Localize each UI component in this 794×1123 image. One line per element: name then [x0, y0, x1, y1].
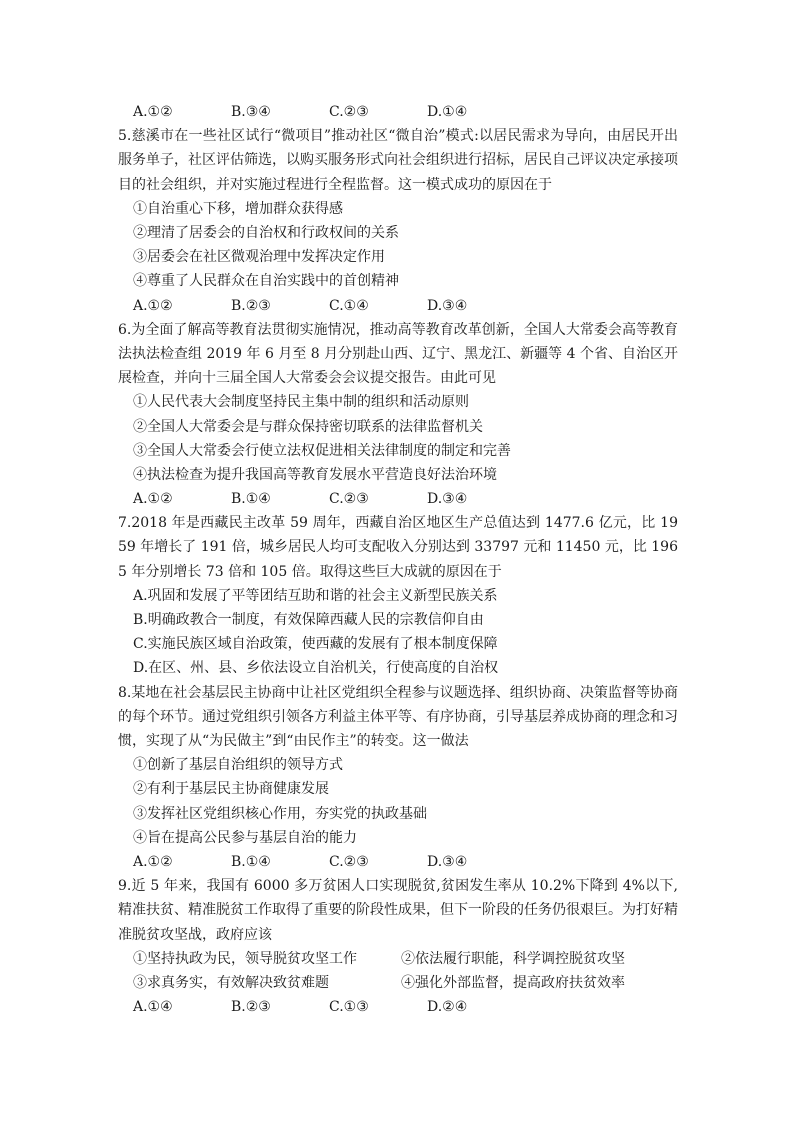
q4-option-b: B.③④: [231, 104, 271, 120]
q9-options: [118, 995, 678, 1019]
q6-statement-1: ①人民代表大会制度坚持民主集中制的组织和活动原则: [133, 394, 469, 411]
q9-option-c: C.①③: [329, 999, 369, 1016]
q5-statement-4: ④尊重了人民群众在自治实践中的首创精神: [133, 273, 399, 290]
q5-option-c: C.①④: [329, 297, 369, 314]
q6-stem: 6.为全面了解高等教育法贯彻实施情况，推动高等教育改革创新，全国人大常委会高等教育法执法检查组 2019 年 6 月至 8 月分别赴山西、辽宁、黑龙江、新疆等 4 个省、自治区开展检查，并向十三届全国人大常委会会议提交报告。由此可见: [118, 321, 678, 387]
q9-option-a: A.①④: [133, 999, 173, 1016]
q9-statement-2: ②依法履行职能，科学调控脱贫攻坚: [401, 950, 625, 967]
q9-statements-row-1: [118, 947, 678, 971]
exam-page: [118, 100, 678, 1019]
q7-choice-a: A.巩固和发展了平等团结互助和谐的社会主义新型民族关系: [133, 587, 498, 604]
q8-option-a: A.①②: [133, 854, 173, 870]
q5-statement-2: ②理清了居委会的自治权和行政权间的关系: [133, 224, 399, 241]
q4-option-d: D.①④: [427, 104, 468, 120]
q9-statement-3: ③求真务实，有效解决致贫难题: [133, 974, 329, 991]
q5-option-b: B.②③: [231, 297, 271, 314]
q5-statement-3: ③居委会在社区微观治理中发挥决定作用: [133, 249, 385, 266]
q8-stem: 8.某地在社会基层民主协商中让社区党组织全程参与议题选择、组织协商、决策监督等协商的每个环节。通过党组织引领各方利益主体平等、有序协商，引导基层养成协商的理念和习惯，实现了从“为民做主”到“由民作主”的转变。这一做法: [118, 684, 678, 750]
q8-option-d: D.③④: [427, 854, 468, 870]
q8-statement-3: ③发挥社区党组织核心作用，夯实党的执政基础: [133, 805, 427, 822]
q9-statements-row-2: [118, 971, 678, 995]
q5-stem: 5.慈溪市在一些社区试行“微项目”推动社区“微自治”模式:以居民需求为导向，由居民开出服务单子，社区评估筛选，以购买服务形式向社会组织进行招标，居民自己评议决定承接项目的社会组织，并对实施过程进行全程监督。这一模式成功的原因在于: [118, 128, 678, 193]
q5-option-a: A.①②: [133, 297, 173, 314]
q7-choice-c: C.实施民族区域自治政策，使西藏的发展有了根本制度保障: [133, 636, 498, 653]
q6-statement-2: ②全国人大常委会是与群众保持密切联系的法律监督机关: [133, 418, 483, 435]
q9-statement-1: ①坚持执政为民，领导脱贫攻坚工作: [133, 950, 357, 967]
q6-statement-3: ③全国人大常委会行使立法权促进相关法律制度的制定和完善: [133, 442, 511, 459]
q6-options: [118, 487, 678, 511]
q6-option-c: C.②③: [329, 491, 369, 508]
q8-options: [118, 850, 678, 874]
q6-statement-4: ④执法检查为提升我国高等教育发展水平营造良好法治环境: [133, 466, 497, 483]
q7-stem: 7.2018 年是西藏民主改革 59 周年，西藏自治区地区生产总值达到 1477.6 亿元，比 1959 年增长了 191 倍，城乡居民人均可支配收入分别达到 33797 元和 11450 元，比 1965 年分别增长 73 倍和 105 倍。取得这些巨大成就的原因在于: [118, 515, 678, 580]
q9-statement-4: ④强化外部监督，提高政府扶贫效率: [401, 974, 625, 991]
q8-option-c: C.②③: [329, 854, 369, 870]
q9-option-b: B.②③: [231, 999, 271, 1016]
q9-stem: 9.近 5 年来，我国有 6000 多万贫困人口实现脱贫,贫困发生率从 10.2%下降到 4%以下,精准扶贫、精准脱贫工作取得了重要的阶段性成果，但下一阶段的任务仍很艰巨。为打好精准脱贫攻坚战，政府应该: [118, 878, 678, 943]
q6-option-b: B.①④: [231, 491, 271, 508]
q9-option-d: D.②④: [427, 999, 468, 1016]
q4-option-c: C.②③: [329, 104, 369, 120]
q7-choice-b: B.明确政教合一制度，有效保障西藏人民的宗教信仰自由: [133, 612, 484, 629]
q8-statement-2: ②有利于基层民主协商健康发展: [133, 781, 329, 798]
q8-statement-4: ④旨在提高公民参与基层自治的能力: [133, 829, 357, 846]
q8-statement-1: ①创新了基层自治组织的领导方式: [133, 757, 343, 774]
q7-choice-d: D.在区、州、县、乡依法设立自治机关，行使高度的自治权: [133, 660, 499, 677]
q4-options: [118, 100, 678, 124]
q4-option-a: A.①②: [133, 104, 173, 120]
q6-option-a: A.①②: [133, 491, 173, 508]
q6-option-d: D.③④: [427, 491, 468, 508]
q5-options: [118, 294, 678, 318]
q8-option-b: B.①④: [231, 854, 271, 870]
q5-option-d: D.③④: [427, 297, 468, 314]
q5-statement-1: ①自治重心下移，增加群众获得感: [133, 200, 343, 217]
